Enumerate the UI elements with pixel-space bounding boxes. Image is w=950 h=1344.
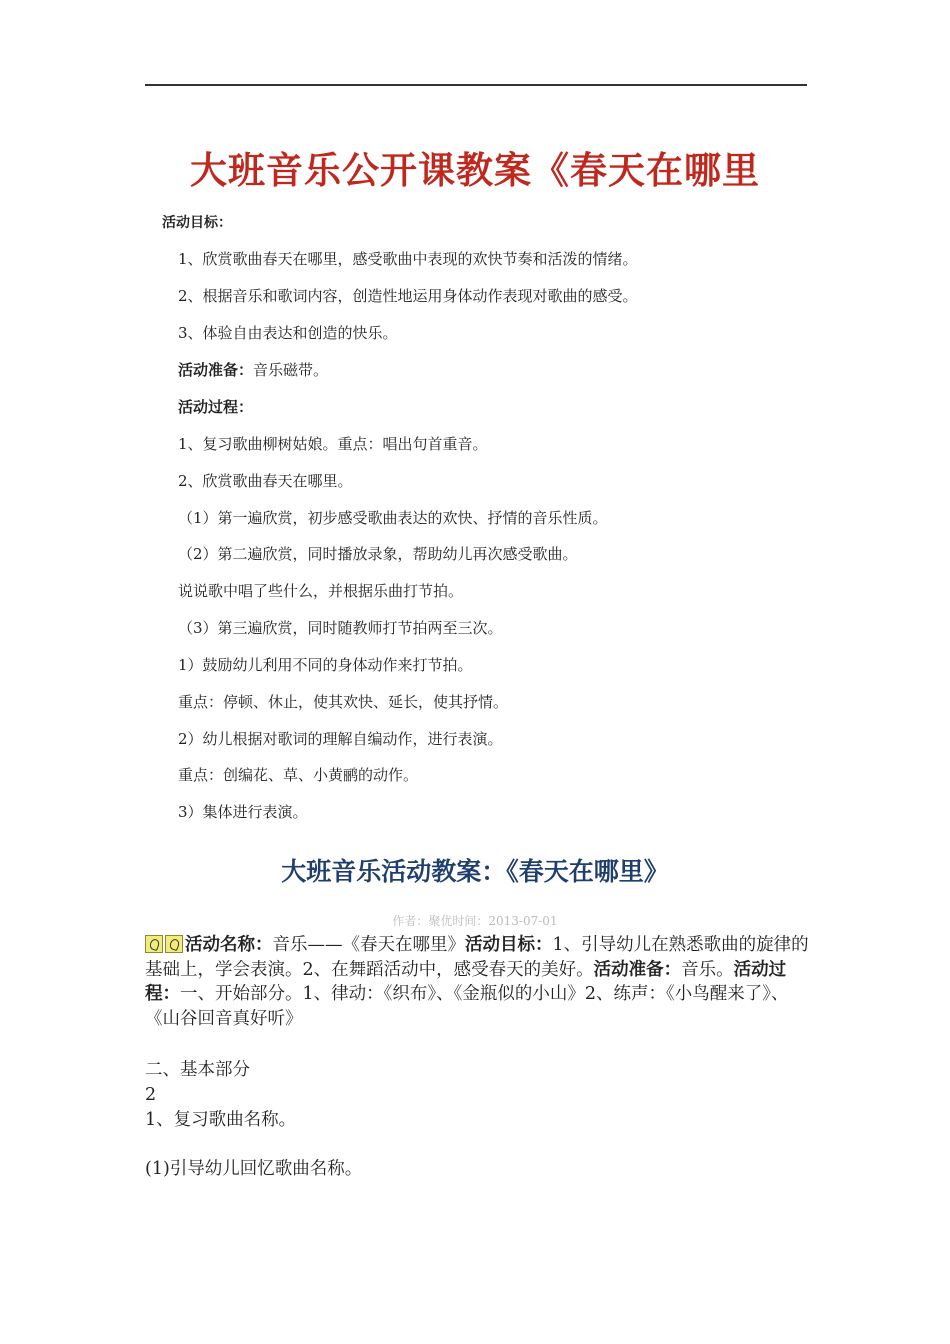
process-item: 1、复习歌曲柳树姑娘。重点：唱出句首重音。: [178, 435, 488, 453]
process-heading: 活动过程：: [178, 398, 254, 416]
main-title: 大班音乐公开课教案《春天在哪里: [190, 148, 760, 192]
process-item: （1）第一遍欣赏，初步感受歌曲表达的欢快、抒情的音乐性质。: [178, 509, 608, 527]
tail-line: 二、基本部分: [145, 1060, 250, 1080]
para-label: 活动准备：: [593, 959, 682, 980]
goal-item: 3、体验自由表达和创造的快乐。: [178, 324, 398, 342]
process-item: 3）集体进行表演。: [178, 803, 308, 821]
tail-line: (1)引导幼儿回忆歌曲名称。: [145, 1159, 363, 1179]
tail-line: 1、复习歌曲名称。: [145, 1110, 297, 1130]
goals-heading: 活动目标：: [162, 215, 232, 231]
para-label: 活动名称：: [185, 935, 273, 955]
prep-value: 音乐磁带。: [253, 361, 329, 379]
goal-item: 1、欣赏歌曲春天在哪里，感受歌曲中表现的欢快节奏和活泼的情绪。: [178, 250, 638, 268]
para-label: 活动过程：: [145, 959, 787, 1004]
para-value: 音乐。: [681, 959, 734, 980]
process-item: 重点：创编花、草、小黄鹂的动作。: [178, 766, 419, 784]
process-item: 说说歌中唱了些什么，并根据乐曲打节拍。: [178, 582, 464, 600]
top-rule: [145, 84, 807, 86]
process-item: 2、欣赏歌曲春天在哪里。: [178, 472, 353, 490]
bullet-icon: [165, 935, 183, 953]
prep-label: 活动准备：: [178, 361, 254, 379]
process-item: （2）第二遍欣赏，同时播放录象，帮助幼儿再次感受歌曲。: [178, 545, 578, 563]
goal-item: 2、根据音乐和歌词内容，创造性地运用身体动作表现对歌曲的感受。: [178, 287, 638, 305]
activity-paragraph: [145, 933, 810, 1031]
bullet-icon: [145, 935, 163, 953]
author-meta: 作者：聚优时间：2013-07-01: [392, 914, 558, 928]
para-value: 一、开始部分。1、律动：《织布》、《金瓶似的小山》2、练声：《小鸟醒来了》、《山谷回音真好听》: [145, 984, 789, 1029]
process-item: 1）鼓励幼儿利用不同的身体动作来打节拍。: [178, 656, 473, 674]
tail-line: 2: [145, 1085, 157, 1105]
process-item: 2）幼儿根据对歌词的理解自编动作，进行表演。: [178, 730, 503, 748]
prep-line: [178, 360, 328, 380]
para-label: 活动目标：: [465, 935, 553, 955]
process-item: 重点：停顿、休止，使其欢快、延长，使其抒情。: [178, 693, 509, 711]
para-value: 1、引导幼儿在熟悉歌曲的旋律的基础上，学会表演。2、在舞蹈活动中，感受春天的美好。: [145, 935, 809, 980]
process-item: （3）第三遍欣赏，同时随教师打节拍两至三次。: [178, 619, 503, 637]
secondary-title: 大班音乐活动教案：《春天在哪里》: [281, 857, 669, 886]
para-value: 音乐——《春天在哪里》: [272, 935, 465, 955]
